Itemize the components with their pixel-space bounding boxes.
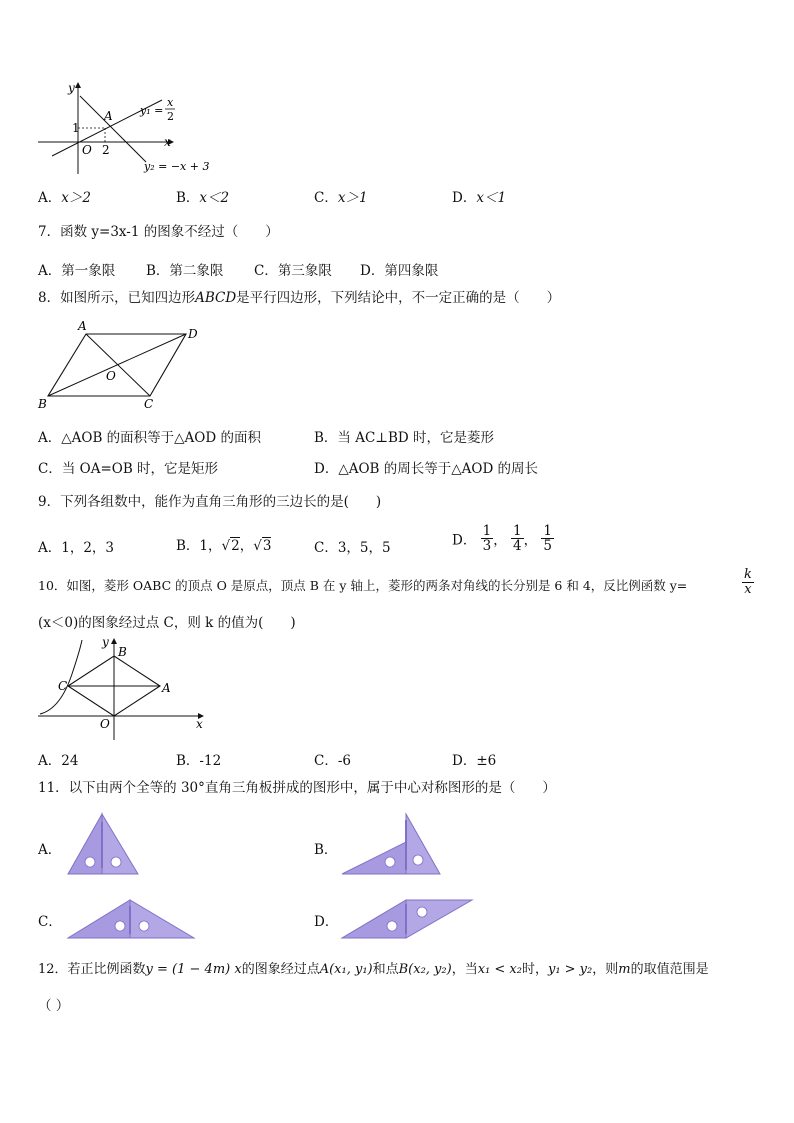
q9-option-a[interactable]: A．1，2，3 bbox=[38, 540, 115, 556]
option-text: △AOB 的面积等于△AOD 的面积 bbox=[61, 430, 261, 446]
option-text: ±6 bbox=[476, 753, 497, 769]
numerator: 1 bbox=[482, 523, 492, 539]
q7-option-d[interactable] bbox=[360, 259, 438, 279]
option-text: 第三象限 bbox=[277, 263, 332, 279]
stem-text: ，则 bbox=[592, 962, 619, 977]
q7-stem: 7．函数 y=3x-1 的图象不经过（ ） bbox=[38, 224, 279, 240]
option-text: 当 OA=OB 时，它是矩形 bbox=[61, 461, 219, 477]
q8-option-a[interactable] bbox=[38, 426, 261, 446]
q11-option-a-label[interactable]: A． bbox=[38, 842, 62, 858]
origin-label: O bbox=[82, 143, 92, 157]
q7-option-b[interactable] bbox=[146, 259, 223, 279]
option-letter: B． bbox=[176, 190, 200, 206]
line1-den: 2 bbox=[167, 110, 174, 123]
option-letter: D． bbox=[452, 532, 477, 549]
fraction-2 bbox=[511, 524, 524, 553]
q9-stem: 9．下列各组数中，能作为直角三角形的三边长的是( ) bbox=[38, 494, 382, 510]
q12-stem bbox=[38, 961, 709, 979]
option-letter: C． bbox=[38, 461, 62, 477]
denominator: 3 bbox=[482, 538, 492, 554]
option-letter: A． bbox=[38, 753, 62, 769]
stem-prefix: 8．如图所示，已知四边形 bbox=[38, 290, 196, 306]
q8-option-c[interactable] bbox=[38, 457, 218, 477]
x-axis-label: x bbox=[164, 135, 171, 149]
vertex-d-label: D bbox=[188, 327, 198, 341]
line1-label: y₁ = bbox=[140, 104, 164, 117]
q8-option-b[interactable] bbox=[314, 426, 494, 446]
q11-stem: 11．以下由两个全等的 30°直角三角板拼成的图形中，属于中心对称图形的是（ ） bbox=[38, 780, 556, 796]
option-letter: B． bbox=[314, 430, 338, 446]
option-text: 第四象限 bbox=[384, 263, 439, 279]
option-letter: C． bbox=[254, 263, 278, 279]
line1-num: x bbox=[167, 96, 174, 109]
point-a: A(x₁, y₁) bbox=[319, 962, 373, 977]
q8-stem bbox=[38, 289, 560, 307]
y-tick-label: 1 bbox=[72, 121, 80, 135]
sqrt-sign: √ bbox=[253, 538, 262, 554]
line2-label: y₂ = −x + 3 bbox=[144, 160, 210, 173]
q10-stem-line2: (x＜0)的图象经过点 C，则 k 的值为( ) bbox=[38, 615, 296, 631]
vertex-a-label: A bbox=[162, 681, 171, 695]
option-letter: A． bbox=[38, 263, 62, 279]
option-text: x＞2 bbox=[61, 190, 91, 206]
q9-option-c[interactable]: C．3，5，5 bbox=[314, 540, 391, 556]
option-letter: B．1， bbox=[176, 538, 222, 554]
origin-label: O bbox=[100, 717, 110, 731]
q11-option-d-label[interactable]: D． bbox=[314, 914, 339, 930]
option-letter: C． bbox=[314, 753, 338, 769]
stem-end: 的取值范围是 bbox=[630, 962, 709, 977]
separator: ， bbox=[523, 532, 538, 549]
numerator: k bbox=[744, 567, 752, 582]
sqrt-sign: √ bbox=[221, 538, 231, 554]
option-text: -12 bbox=[199, 753, 222, 769]
q11-option-a-figure[interactable] bbox=[66, 812, 146, 878]
q10-option-d[interactable] bbox=[452, 749, 496, 769]
q7-option-a[interactable] bbox=[38, 259, 115, 279]
option-letter: B． bbox=[176, 753, 200, 769]
point-a-label: A bbox=[104, 109, 113, 123]
option-text: x＜1 bbox=[476, 190, 507, 206]
numerator: 1 bbox=[513, 523, 522, 539]
option-letter: D． bbox=[314, 461, 339, 477]
stem-suffix: 是平行四边形，下列结论中，不一定正确的是（ ） bbox=[236, 290, 561, 306]
q12-answer-paren: （ ） bbox=[38, 998, 70, 1014]
option-letter: A． bbox=[38, 430, 62, 446]
option-text: 24 bbox=[61, 753, 79, 769]
q11-option-b-figure[interactable] bbox=[340, 812, 444, 878]
vertex-b-label: B bbox=[118, 645, 127, 659]
option-letter: A． bbox=[38, 190, 62, 206]
option-text: 第二象限 bbox=[169, 263, 224, 279]
fraction-1 bbox=[481, 524, 494, 553]
stem-text: 的图象经过点 bbox=[241, 962, 320, 977]
y-axis-label: y bbox=[102, 635, 109, 649]
numerator: 1 bbox=[543, 523, 552, 539]
q9-option-b[interactable] bbox=[176, 534, 271, 554]
variable-m: m bbox=[618, 962, 631, 977]
condition-y: y₁ > y₂ bbox=[547, 962, 593, 977]
q8-option-d[interactable] bbox=[314, 457, 538, 477]
separator: ， bbox=[493, 532, 507, 549]
center-o-label: O bbox=[106, 369, 116, 383]
option-letter: B． bbox=[146, 263, 170, 279]
q9-option-d[interactable] bbox=[452, 524, 554, 553]
separator: ， bbox=[239, 538, 254, 554]
option-letter: D． bbox=[360, 263, 385, 279]
sqrt-radicand-1: 2 bbox=[231, 538, 240, 554]
denominator: 5 bbox=[543, 538, 552, 554]
denominator: 4 bbox=[513, 538, 522, 554]
stem-text: 和点 bbox=[372, 962, 399, 977]
fraction-3 bbox=[541, 524, 554, 553]
vertex-b-label: B bbox=[38, 397, 47, 410]
y-axis-label: y bbox=[68, 81, 75, 95]
stem-shape: ABCD bbox=[195, 290, 237, 306]
q6-option-a[interactable] bbox=[38, 186, 91, 206]
stem-start: 12．若正比例函数 bbox=[38, 962, 146, 977]
q8-parallelogram-figure bbox=[34, 318, 214, 410]
option-letter: D． bbox=[452, 753, 477, 769]
q10-option-c[interactable] bbox=[314, 749, 351, 769]
q7-option-c[interactable] bbox=[254, 259, 332, 279]
function-expr: y = (1 − 4m) x bbox=[145, 962, 242, 977]
q6-option-c[interactable] bbox=[314, 186, 368, 206]
q6-graph bbox=[34, 78, 224, 178]
option-text: x＜2 bbox=[199, 190, 230, 206]
q10-fraction bbox=[742, 568, 754, 597]
x-axis-label: x bbox=[196, 717, 203, 731]
q10-stem-line1: 10．如图，菱形 OABC 的顶点 O 是原点，顶点 B 在 y 轴上，菱形的两条对角线的长分别是 6 和 4，反比例函数 y= bbox=[38, 578, 688, 593]
vertex-c-label: C bbox=[58, 679, 68, 693]
condition-x: x₁ < x₂ bbox=[477, 962, 522, 977]
q10-rhombus-figure bbox=[34, 634, 214, 744]
stem-text: 时， bbox=[521, 962, 548, 977]
point-b: B(x₂, y₂) bbox=[398, 962, 452, 977]
option-text: -6 bbox=[337, 753, 351, 769]
vertex-c-label: C bbox=[144, 397, 154, 410]
q6-option-d[interactable] bbox=[452, 186, 506, 206]
denominator: x bbox=[744, 582, 752, 597]
q11-option-c-figure[interactable] bbox=[66, 896, 198, 942]
q10-option-b[interactable] bbox=[176, 749, 221, 769]
q11-option-b-label[interactable]: B． bbox=[314, 842, 338, 858]
q6-option-b[interactable] bbox=[176, 186, 229, 206]
option-text: 第一象限 bbox=[61, 263, 116, 279]
vertex-a-label: A bbox=[78, 319, 87, 333]
q11-option-c-label[interactable]: C． bbox=[38, 914, 62, 930]
option-text: x＞1 bbox=[337, 190, 368, 206]
x-tick-label: 2 bbox=[102, 143, 110, 157]
q10-option-a[interactable] bbox=[38, 749, 78, 769]
option-letter: D． bbox=[452, 190, 477, 206]
option-text: 当 AC⊥BD 时，它是菱形 bbox=[337, 430, 495, 446]
q11-option-d-figure[interactable] bbox=[340, 896, 476, 942]
stem-text: ，当 bbox=[451, 962, 478, 977]
sqrt-radicand-2: 3 bbox=[262, 538, 272, 554]
option-text: △AOB 的周长等于△AOD 的周长 bbox=[338, 461, 539, 477]
option-letter: C． bbox=[314, 190, 338, 206]
